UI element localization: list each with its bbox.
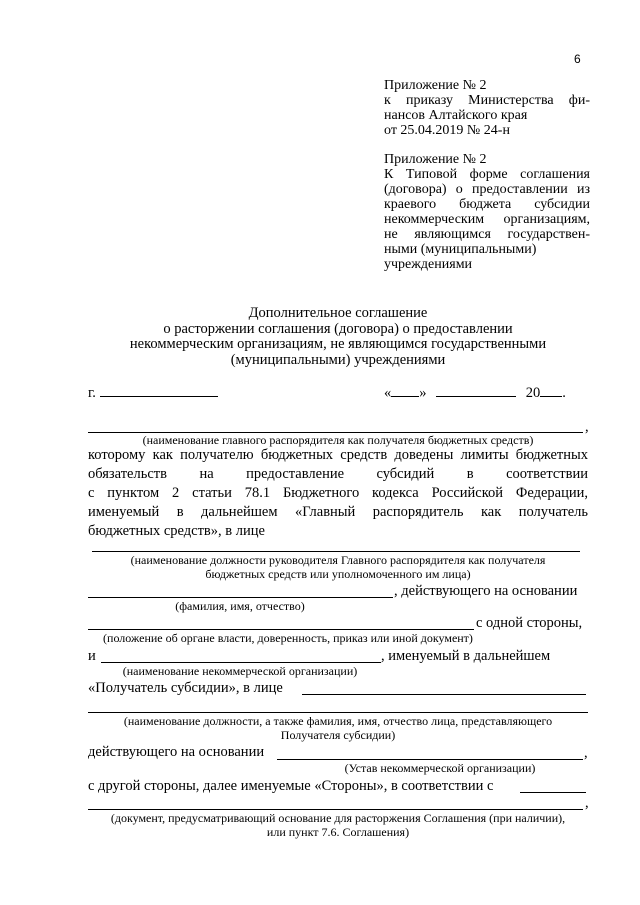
other-side-text: с другой стороны, далее именуемые «Стороны», в соответствии с	[88, 778, 494, 794]
paragraph-line: обязательств на предоставление субсидий в соответствии	[88, 466, 588, 482]
quote-close: »	[419, 385, 427, 401]
year-prefix: 20	[525, 385, 541, 401]
paragraph-line: именуемый в дальнейшем «Главный распорядитель как получатель	[88, 504, 588, 520]
caption-line: (наименование должности, а также фамилия, имя, отчество лица, представляющего	[123, 714, 553, 728]
appendix-form-line: (договора) о предоставлении из	[384, 182, 590, 197]
termination-doc-line[interactable]	[88, 809, 583, 810]
caption-termination-doc	[88, 811, 588, 839]
appendix-form-line: краевого бюджета субсидии	[384, 197, 590, 212]
authority-line[interactable]	[88, 629, 474, 630]
appendix-form-line: не являющимся государствен-	[384, 227, 590, 242]
caption-representative	[88, 714, 588, 742]
caption-line: Получателя субсидии)	[280, 728, 396, 742]
day-blank[interactable]	[391, 384, 419, 397]
city-prefix: г.	[88, 385, 96, 401]
appendix-form-block	[384, 152, 590, 272]
nko-line[interactable]	[101, 662, 381, 663]
quote-open: «	[384, 385, 392, 401]
acting-basis2-text: действующего на основании	[88, 744, 265, 760]
comma: ,	[584, 745, 588, 761]
caption-nko: (наименование некоммерческой организации)	[122, 664, 358, 678]
caption-line: (наименование должности руководителя Главного распорядителя как получателя	[130, 553, 546, 567]
title-line: о расторжении соглашения (договора) о предоставлении	[163, 320, 513, 337]
caption-fio: (фамилия, имя, отчество)	[175, 599, 305, 613]
charter-line[interactable]	[277, 759, 583, 760]
acting-basis-text: , действующего на основании	[394, 583, 578, 599]
month-blank[interactable]	[436, 384, 516, 397]
one-side-text: с одной стороны,	[476, 615, 583, 631]
caption-authority: (положение об органе власти, доверенность, приказ или иной документ)	[103, 631, 473, 645]
appendix-form-line: некоммерческим организациям,	[384, 212, 590, 227]
appendix-order-line: нансов Алтайского края	[384, 108, 528, 123]
paragraph-line: бюджетных средств», в лице	[88, 523, 265, 539]
paragraph-line: с пунктом 2 статьи 78.1 Бюджетного кодекса Российской Федерации,	[88, 485, 588, 501]
appendix-order-line: от 25.04.2019 № 24-н	[384, 123, 510, 138]
place-date-row	[88, 384, 588, 402]
appendix-order-block	[384, 78, 590, 138]
caption-line: бюджетных средств или уполномоченного им лица)	[205, 567, 471, 581]
and-text: и	[88, 648, 96, 664]
recipient-text: «Получатель субсидии», в лице	[88, 680, 283, 696]
title-line: (муниципальными) учреждениями	[230, 351, 446, 368]
title-line: некоммерческим организациям, не являющимся государственными	[129, 336, 547, 352]
appendix-order-line: Приложение № 2	[384, 78, 487, 93]
caption-line: (документ, предусматривающий основание для расторжения Соглашения (при наличии),	[110, 811, 566, 825]
title-line: Дополнительное соглашение	[248, 305, 428, 321]
comma: ,	[585, 419, 589, 435]
paragraph-line: которому как получателю бюджетных средств доведены лимиты бюджетных	[88, 447, 588, 463]
hereinafter-text: , именуемый в дальнейшем	[381, 648, 551, 664]
year-blank[interactable]	[540, 384, 562, 397]
caption-line: или пункт 7.6. Соглашения)	[266, 825, 410, 839]
city-blank[interactable]	[100, 384, 218, 397]
appendix-form-line: учреждениями	[384, 257, 473, 272]
fio-line[interactable]	[88, 597, 393, 598]
year-suffix: .	[562, 385, 566, 401]
comma: ,	[585, 795, 589, 811]
appendix-order-line: к приказу Министерства фи-	[384, 93, 590, 108]
caption-distributor: (наименование главного распорядителя как получателя бюджетных средств)	[142, 433, 534, 447]
page-number: 6	[574, 52, 581, 66]
appendix-form-line: ными (муниципальными)	[384, 242, 537, 257]
appendix-form-line: Приложение № 2	[384, 152, 487, 167]
document-title	[88, 306, 588, 368]
position-line[interactable]	[92, 551, 580, 552]
representative-line[interactable]	[88, 712, 588, 713]
caption-charter: (Устав некоммерческой организации)	[344, 761, 536, 775]
caption-position	[88, 553, 588, 581]
appendix-form-line: К Типовой форме соглашения	[384, 167, 590, 182]
recipient-rep-line[interactable]	[302, 694, 586, 695]
date-field	[384, 384, 566, 402]
basis-short-line[interactable]	[520, 792, 586, 793]
